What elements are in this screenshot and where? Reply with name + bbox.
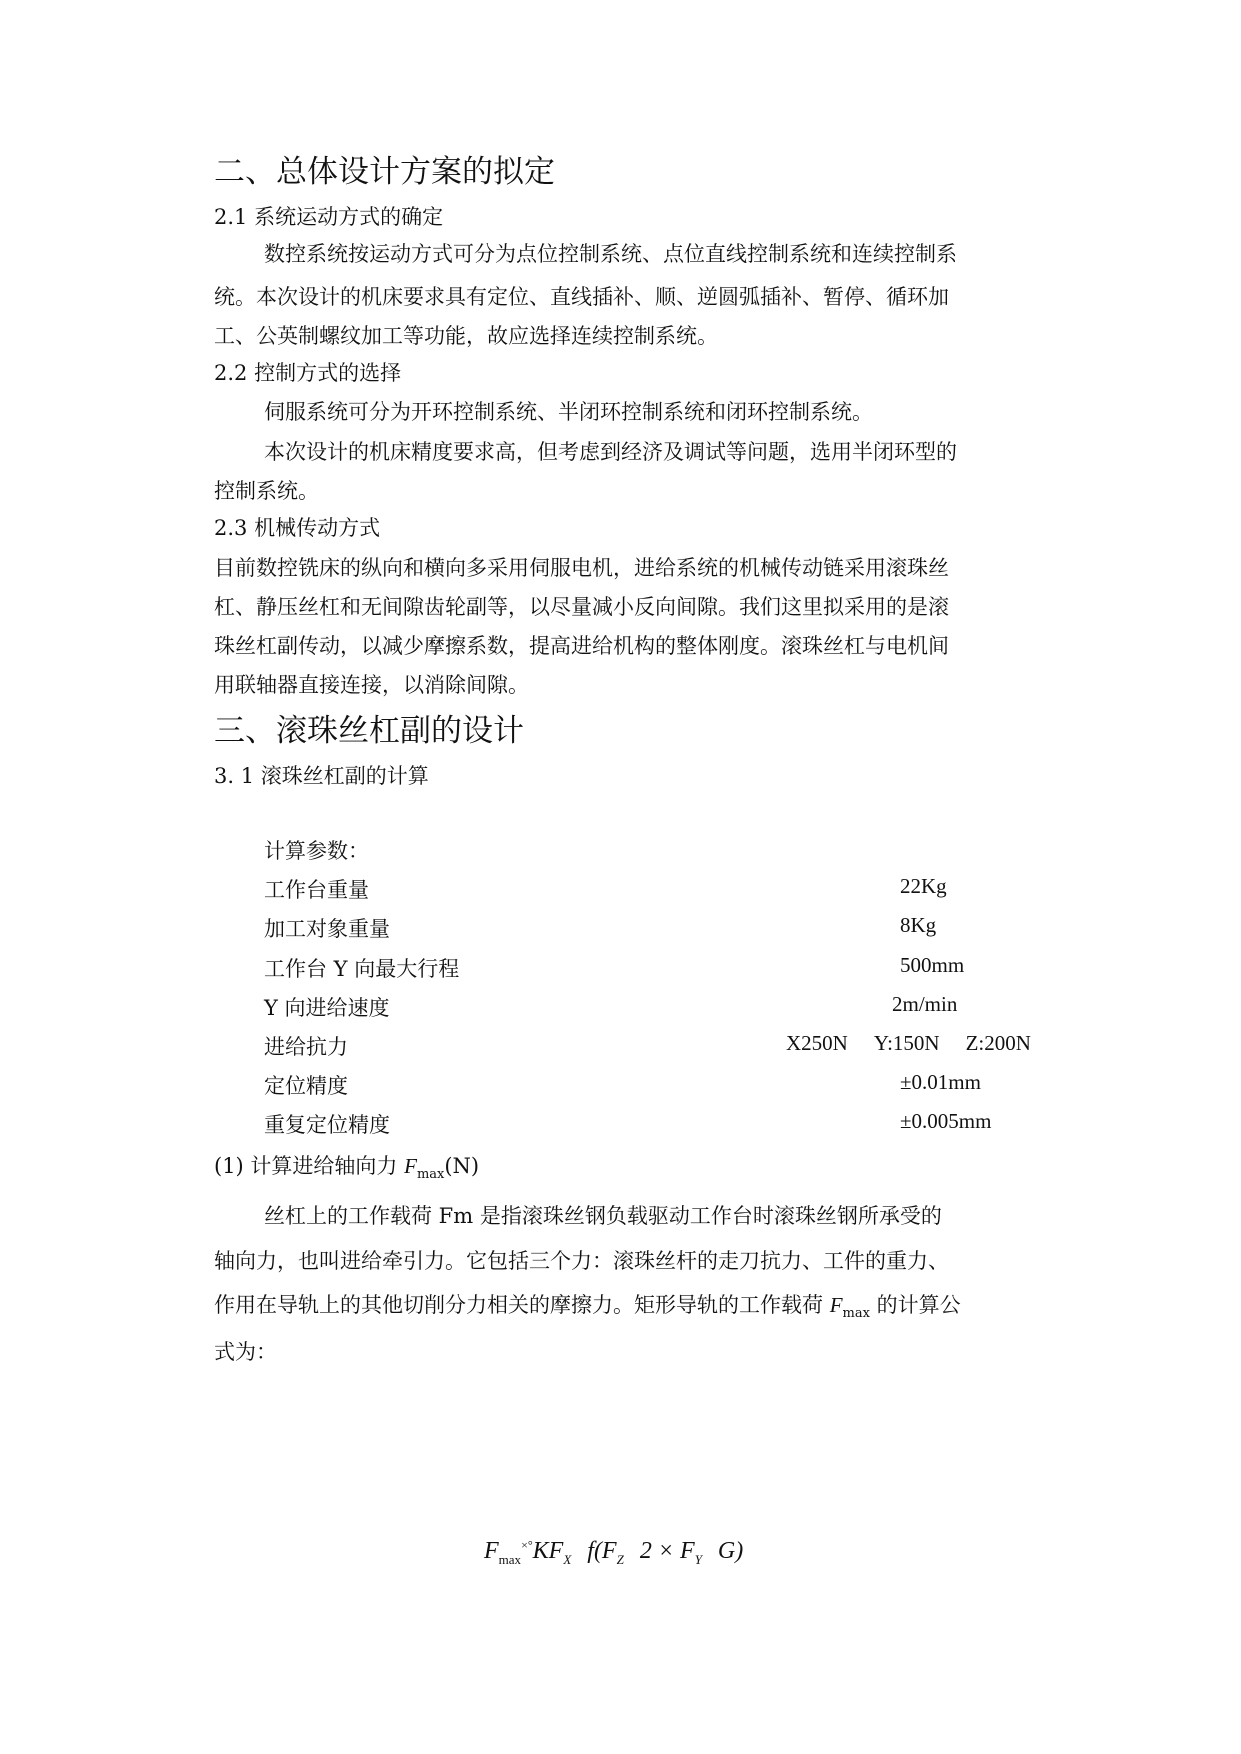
param-row [264,1109,1064,1139]
param-label: 进给抗力 [264,1035,348,1059]
item-1-prefix: (1) 计算进给轴向力 [214,1154,405,1178]
param-label: 加工对象重量 [264,917,390,941]
item-1-var: F [404,1154,417,1178]
formula-mark: ×° [521,1538,533,1552]
param-value: 22Kg [900,874,947,898]
force-z: Z:200N [965,1031,1031,1055]
formula-K-sub: X [563,1551,572,1567]
param-value: 2m/min [892,992,958,1016]
item-1-sub: max [416,1167,445,1183]
paragraph-line: 本次设计的机床精度要求高，但考虑到经济及调试等问题，选用半闭环型的 [264,440,957,464]
paragraph-line: 数控系统按运动方式可分为点位控制系统、点位直线控制系统和连续控制系 [264,242,957,266]
paragraph-line: 工、公英制螺纹加工等功能，故应选择连续控制系统。 [214,324,718,348]
formula-F: F [484,1538,499,1564]
formula-G: G) [717,1538,744,1564]
paragraph-line: 轴向力，也叫进给牵引力。它包括三个力：滚珠丝杆的走刀抗力、工件的重力、 [214,1249,949,1273]
param-row-force [264,1031,1064,1061]
paragraph-line: 用联轴器直接连接，以消除间隙。 [214,673,529,697]
formula-two: 2 × F [639,1538,695,1564]
param-value: ±0.01mm [900,1070,981,1094]
paragraph-line: 式为： [214,1340,277,1364]
param-label: 工作台 Y 向最大行程 [264,957,460,981]
param-row [264,913,1064,943]
param-row [264,992,1064,1022]
formula-open: (F [593,1538,617,1564]
section-2-heading: 二、总体设计方案的拟定 [214,154,555,190]
paragraph-line: 杠、静压丝杠和无间隙齿轮副等，以尽量减小反向间隙。我们这里拟采用的是滚 [214,595,949,619]
paragraph-line: 目前数控铣床的纵向和横向多采用伺服电机，进给系统的机械传动链采用滚珠丝 [214,556,949,580]
params-title: 计算参数： [264,839,369,863]
param-row [264,1070,1064,1100]
subsection-2-2-heading: 2.2 控制方式的选择 [214,361,402,385]
paragraph-line: 统。本次设计的机床要求具有定位、直线插补、顺、逆圆弧插补、暂停、循环加 [214,285,949,309]
formula-K: KF [532,1538,564,1564]
paragraph-line: 珠丝杠副传动，以减少摩擦系数，提高进给机构的整体刚度。滚珠丝杠与电机间 [214,634,949,658]
param-value-force [786,1031,1076,1056]
formula-Y-sub: Y [694,1551,702,1567]
load-formula [484,1538,743,1568]
param-label: 重复定位精度 [264,1113,390,1137]
param-value: 8Kg [900,913,937,937]
paragraph-line: 丝杠上的工作载荷 Fm 是指滚珠丝钢负载驱动工作台时滚珠丝钢所承受的 [264,1204,942,1228]
force-y: Y:150N [873,1031,940,1055]
item-1-heading [214,1150,1074,1182]
param-value: ±0.005mm [900,1109,992,1133]
section-3-heading: 三、滚珠丝杠副的设计 [214,713,524,749]
paragraph-line: 伺服系统可分为开环控制系统、半闭环控制系统和闭环控制系统。 [264,400,873,424]
param-label: 工作台重量 [264,878,369,902]
text-run: 的计算公 [869,1293,961,1317]
formula-Z-sub: Z [616,1551,624,1567]
param-value: 500mm [900,953,965,977]
param-row [264,874,1064,904]
force-x: X250N [786,1031,848,1055]
paragraph-line: 控制系统。 [214,479,319,503]
item-1-unit: (N) [444,1154,480,1178]
fmax-sub: max [842,1306,870,1322]
subsection-2-1-heading: 2.1 系统运动方式的确定 [214,205,444,229]
paragraph-line [214,1289,1074,1321]
param-label: 定位精度 [264,1074,348,1098]
formula-f: f [587,1538,594,1564]
fmax-var: F [829,1293,843,1317]
formula-F-sub: max [498,1551,522,1567]
text-run: 作用在导轨上的其他切削分力相关的摩擦力。矩形导轨的工作载荷 [214,1293,830,1317]
subsection-2-3-heading: 2.3 机械传动方式 [214,516,381,540]
param-row [264,953,1064,983]
param-label: Y 向进给速度 [264,996,390,1020]
subsection-3-1-heading: 3. 1 滚珠丝杠副的计算 [214,764,429,788]
